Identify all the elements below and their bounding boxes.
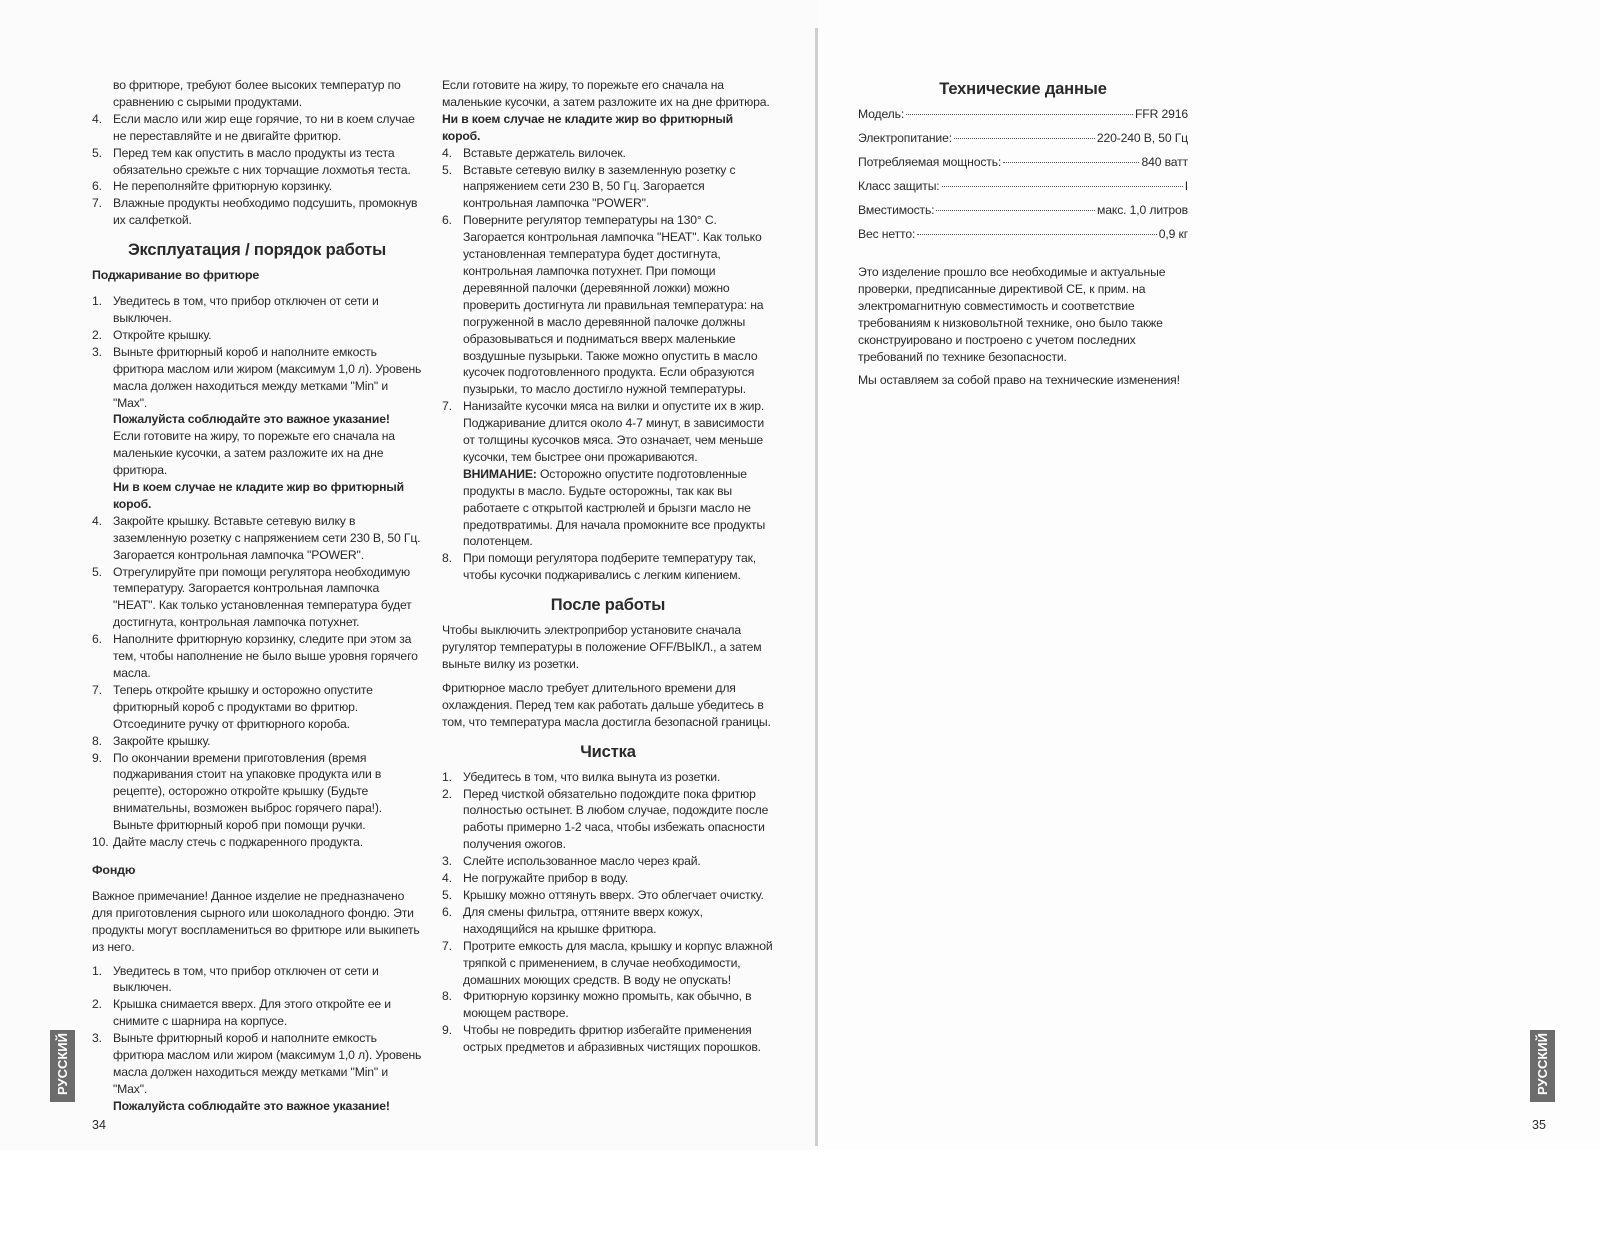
list-item-text: Крышка снимается вверх. Для этого откройте ее и снимите с шарнира на корпусе. <box>113 997 391 1029</box>
left-column-2 <box>442 77 774 1056</box>
list-item <box>442 938 774 989</box>
book-gutter <box>815 28 818 1146</box>
list-item-text: Вставьте сетевую вилку в заземленную розетку с напряжением сети 230 В, 50 Гц. Загорается контрольная лампочка "POWER". <box>463 162 736 211</box>
list-item-number: 4. <box>442 145 452 160</box>
list-item-text: Закройте крышку. Вставьте сетевую вилку в заземленную розетку с напряжением сети 230 В, 50 Гц. Загорается контрольная лампочка "POWER". <box>113 513 421 562</box>
frying-list-b <box>92 513 422 851</box>
cleaning-list <box>442 769 774 1056</box>
fat-warning: Ни в коем случае не кладите жир во фритюрный короб. <box>113 480 404 511</box>
spec-leader-dots <box>1003 162 1139 163</box>
list-item-text: Убедитесь в том, что вилка вынута из розетки. <box>463 769 721 784</box>
list-item-number: 2. <box>442 786 452 801</box>
list-item <box>92 1030 422 1098</box>
spec-label: Вес нетто: <box>858 227 916 241</box>
list-item-text: Слейте использованное масло через край. <box>463 854 701 869</box>
list-item-text: Для смены фильтра, оттяните вверх кожух, находящийся на крышке фритюра. <box>463 904 703 936</box>
spec-leader-dots <box>942 186 1183 187</box>
list-item <box>442 988 774 1022</box>
list-item-number: 1. <box>92 294 102 309</box>
fondue-list-end <box>442 550 774 584</box>
list-item-number: 1. <box>92 963 102 978</box>
frying-list-a <box>92 293 422 411</box>
fat-instruction: Если готовите на жиру, то порежьте его сначала на маленькие кусочки, а затем разложите их на дне фритюра. <box>113 429 395 478</box>
list-item-text: Перед чисткой обязательно подождите пока фритюр полностью остынет. В любом случае, подождите после работы примерно 1-2 часа, чтобы избежать опасности получения ожогов. <box>463 786 769 852</box>
list-item <box>92 963 422 997</box>
list-item <box>92 682 422 733</box>
list-item-text: Чтобы не повредить фритюр избегайте применения острых предметов и абразивных чистящих порошков. <box>463 1023 761 1055</box>
language-tab-right: РУССКИЙ <box>1530 1030 1555 1102</box>
list-item <box>92 293 422 327</box>
list-item <box>442 887 774 904</box>
list-item <box>92 195 422 229</box>
list-item-number: 5. <box>442 162 452 177</box>
list-item <box>442 853 774 870</box>
list-item-number: 3. <box>92 1031 102 1046</box>
rights-text: Мы оставляем за собой право на технические изменения! <box>858 373 1180 388</box>
fondue-list <box>92 963 422 1098</box>
spec-label: Модель: <box>858 107 905 121</box>
spec-row <box>858 202 1188 226</box>
list-item <box>442 769 774 786</box>
list-item-number: 4. <box>442 871 452 886</box>
list-item-text: Влажные продукты необходимо подсушить, промокнув их салфеткой. <box>113 196 418 228</box>
spec-row <box>858 178 1188 202</box>
list-item-text: Вставьте держатель вилочек. <box>463 145 626 160</box>
language-tab-left: РУССКИЙ <box>50 1030 75 1102</box>
list-item-number: 8. <box>92 733 102 748</box>
list-item-number: 6. <box>92 632 102 647</box>
list-item-number: 10. <box>92 835 109 850</box>
fondue-important-note: Пожалуйста соблюдайте это важное указание! <box>113 1098 390 1113</box>
prep-list <box>92 111 422 229</box>
list-item-text: Отрегулируйте при помощи регулятора необходимую температуру. Загорается контрольная лампочка "HEAT". Как только установленная температура будет достигнута, контрольная лампочка потухнет. <box>113 564 412 630</box>
list-item-number: 3. <box>92 344 102 359</box>
list-item-text: Крышку можно оттянуть вверх. Это облегчает очистку. <box>463 887 764 902</box>
fondue-subtitle: Фондю <box>92 862 136 877</box>
list-item <box>92 513 422 564</box>
attention-note: ВНИМАНИЕ: Осторожно опустите подготовленные продукты в масло. Будьте осторожны, так как вы работаете с открытой кастрюлей и брызги масло не предотвратимы. Для начала промокните все продукты полотенцем. <box>463 466 766 549</box>
list-item-number: 5. <box>442 887 452 902</box>
intro-continuation: во фритюре, требуют более высоких температур по сравнению с сырыми продуктами. <box>113 78 401 109</box>
spec-table <box>858 106 1188 250</box>
list-item <box>442 870 774 887</box>
list-item <box>442 398 774 466</box>
list-item-text: Уведитесь в том, что прибор отключен от сети и выключен. <box>113 294 379 325</box>
list-item-number: 7. <box>92 196 102 211</box>
spec-label: Вместимость: <box>858 203 935 217</box>
page-number-right: 35 <box>1532 1118 1546 1132</box>
spec-label: Электропитание: <box>858 131 952 145</box>
list-item <box>92 111 422 145</box>
list-item-text: Не погружайте прибор в воду. <box>463 871 628 886</box>
spec-value: макс. 1,0 литров <box>1097 203 1188 217</box>
spec-value: 220-240 В, 50 Гц <box>1096 131 1188 145</box>
list-item-number: 8. <box>442 551 452 566</box>
list-item-number: 9. <box>442 1023 452 1038</box>
right-column <box>858 78 1188 389</box>
spec-label: Потребляемая мощность: <box>858 155 1002 169</box>
list-item-number: 9. <box>92 750 102 765</box>
list-item-number: 6. <box>92 179 102 194</box>
fondue-list-cont <box>442 145 774 466</box>
list-item-number: 2. <box>92 327 102 342</box>
spec-leader-dots <box>917 234 1157 235</box>
list-item <box>442 162 774 213</box>
spec-row <box>858 154 1188 178</box>
spec-row <box>858 106 1188 130</box>
list-item <box>442 904 774 938</box>
list-item-text: Если масло или жир еще горячие, то ни в коем случае не переставляйте и не двигайте фритюр. <box>113 111 415 143</box>
list-item-text: Уведитесь в том, что прибор отключен от сети и выключен. <box>113 963 379 995</box>
list-item-text: При помощи регулятора подберите температуру так, чтобы кусочки поджаривались с легким кипением. <box>463 551 757 583</box>
spec-leader-dots <box>954 138 1095 139</box>
spec-row <box>858 226 1188 250</box>
operation-section-title: Эксплуатация / порядок работы <box>127 241 387 260</box>
ce-text: Это изделение прошло все необходимые и актуальные проверки, предписанные директивой CE, к прим. на электромагнитную совместимость и соответствие требованиям к низковольтной технике, оно было также сконструировано и построено с учетом последних требований по технике безопасности. <box>858 265 1166 364</box>
list-item-text: Выньте фритюрный короб и наполните емкость фритюра маслом или жиром (максимум 1,0 л). Уровень масла должен находиться между метками "Min" и "Max". <box>113 344 422 410</box>
list-item <box>92 834 422 851</box>
list-item-text: Поверните регулятор температуры на 130° С. Загорается контрольная лампочка "HEAT". Как только установленная температура будет достигнута, контрольная лампочка потухнет. При помощи деревянной палочки (деревянной ложки) можно проверить достигнута ли правильная температура: на погруженной в масло деревянной палочке должны образовываться и подниматься вверх маленькие воздушные пузырьки. Также можно опустить в масло кусочек подготовленного продукта. Если образуются пузырьки, то масло достигло нужной температуры. <box>463 213 764 397</box>
list-item-number: 6. <box>442 213 452 228</box>
fondue-note: Важное примечание! Данное изделие не предназначено для приготовления сырного или шоколадного фондю. Эти продукты могут воспламениться во фритюре или выкипеть из него. <box>92 888 420 954</box>
left-column-1 <box>92 77 422 1115</box>
list-item-number: 4. <box>92 111 102 126</box>
list-item <box>92 344 422 412</box>
list-item <box>92 733 422 750</box>
list-item-number: 5. <box>92 564 102 579</box>
list-item <box>92 178 422 195</box>
list-item-text: Протрите емкость для масла, крышку и корпус влажной тряпкой с применением, в случае необходимости, домашних моющих средств. В воду не опускать! <box>463 938 773 987</box>
list-item-text: По окончании времени приготовления (время поджаривания стоит на упаковке продукта или в рецепте), осторожно откройте крышку (Будьте внимательны, возможен выброс горячего пара!). Выньте фритюрный короб при помощи ручки. <box>113 750 383 833</box>
list-item-text: Перед тем как опустить в масло продукты из теста обязательно срежьте с них торчащие лохмотья теста. <box>113 145 411 177</box>
fat-warning-2: Ни в коем случае не кладите жир во фритюрный короб. <box>442 111 733 143</box>
list-item-text: Теперь откройте крышку и осторожно опустите фритюрный короб с продуктами во фритюр. Отсоедините ручку от фритюрного короба. <box>113 682 373 731</box>
spec-label: Класс защиты: <box>858 179 940 193</box>
list-item-number: 5. <box>92 145 102 160</box>
list-item-text: Закройте крышку. <box>113 733 211 748</box>
spec-value: I <box>1184 179 1188 193</box>
list-item-text: Откройте крышку. <box>113 327 212 342</box>
list-item-number: 7. <box>92 682 102 697</box>
after-work-title: После работы <box>550 596 666 615</box>
list-item <box>92 327 422 344</box>
list-item <box>442 145 774 162</box>
list-item-number: 4. <box>92 513 102 528</box>
list-item-number: 7. <box>442 938 452 953</box>
list-item-number: 8. <box>442 989 452 1004</box>
list-item-text: Выньте фритюрный короб и наполните емкость фритюра маслом или жиром (максимум 1,0 л). Уровень масла должен находиться между метками "Min" и "Max". <box>113 1031 422 1096</box>
list-item-text: Дайте маслу стечь с поджаренного продукта. <box>113 835 363 850</box>
frying-subtitle: Поджаривание во фритюре <box>92 268 260 283</box>
list-item <box>92 631 422 682</box>
fat-text: Если готовите на жиру, то порежьте его сначала на маленькие кусочки, а затем разложите их на дне фритюра. <box>442 78 770 109</box>
list-item-text: Не переполняйте фритюрную корзинку. <box>113 179 332 194</box>
list-item-text: Наполните фритюрную корзинку, следите при этом за тем, чтобы наполнение не было выше уровня горячего масла. <box>113 632 418 680</box>
list-item <box>92 564 422 632</box>
list-item-number: 2. <box>92 997 102 1012</box>
list-item <box>442 212 774 398</box>
spec-leader-dots <box>936 210 1095 211</box>
spec-value: 840 ватт <box>1141 155 1188 169</box>
after-work-p1: Чтобы выключить электроприбор установите сначала ругулятор температуры в положение OFF/ВЫКЛ., а затем выньте вилку из розетки. <box>442 623 762 671</box>
list-item-number: 6. <box>442 904 452 919</box>
list-item <box>92 996 422 1030</box>
spec-row <box>858 130 1188 154</box>
list-item-number: 1. <box>442 769 452 784</box>
list-item-text: Нанизайте кусочки мяса на вилки и опустите их в жир. Поджаривание длится около 4-7 минут, в зависимости от толщины кусочков мяса. Это означает, чем меньше кусочки, тем быстрее они прожариваются. <box>463 399 765 464</box>
list-item-number: 3. <box>442 854 452 869</box>
list-item <box>442 1022 774 1056</box>
list-item <box>442 550 774 584</box>
spec-value: FFR 2916 <box>1135 107 1188 121</box>
important-note: Пожалуйста соблюдайте это важное указание! <box>113 412 390 427</box>
list-item <box>92 750 422 835</box>
after-work-p2: Фритюрное масло требует длительного времени для охлаждения. Перед тем как работать дальше убедитесь в том, что температура масла достигла безопасной границы. <box>442 680 771 729</box>
spec-leader-dots <box>906 114 1133 115</box>
cleaning-title: Чистка <box>580 742 636 761</box>
list-item <box>92 145 422 179</box>
list-item-text: Фритюрную корзинку можно промыть, как обычно, в моющем растворе. <box>463 989 752 1021</box>
list-item-number: 7. <box>442 399 452 414</box>
list-item <box>442 786 774 854</box>
spec-value: 0,9 кг <box>1158 227 1188 241</box>
page-number-left: 34 <box>92 1118 106 1132</box>
tech-data-title: Технические данные <box>939 80 1107 98</box>
